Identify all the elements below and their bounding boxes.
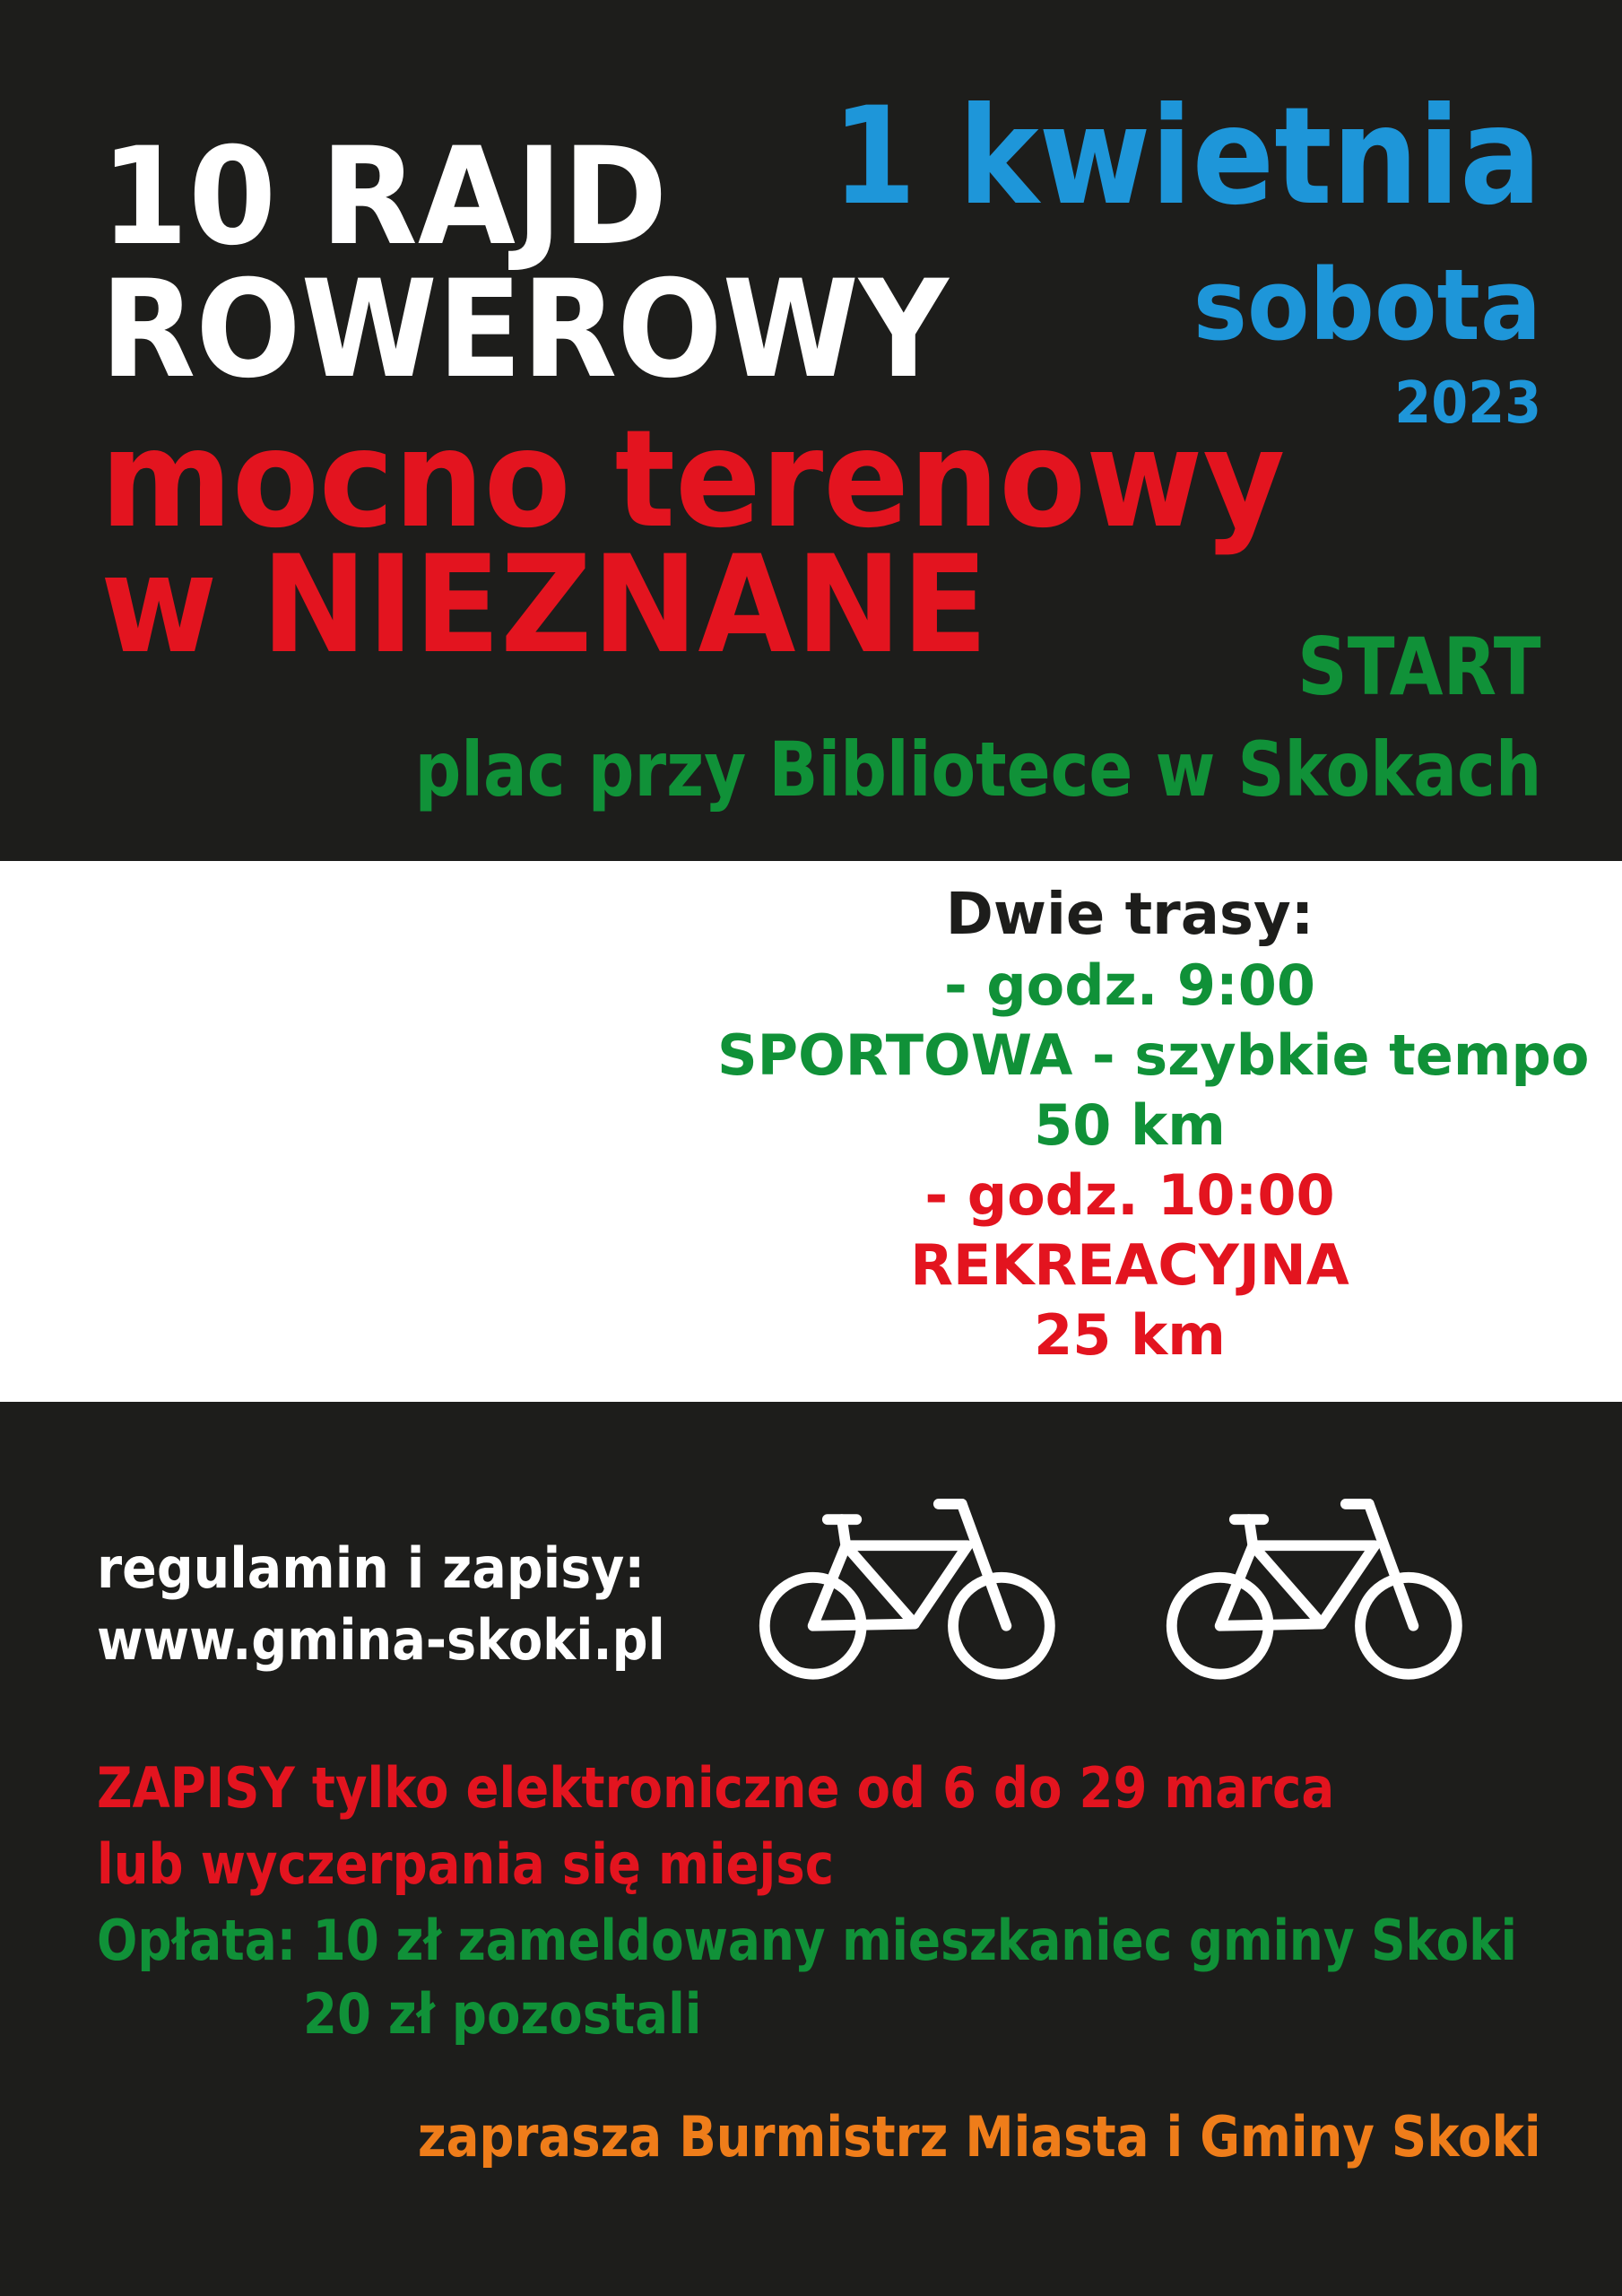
bicycle-icon <box>1162 1498 1471 1686</box>
routes-section <box>0 861 1622 1402</box>
header-section <box>0 0 1622 861</box>
start-place: plac przy Bibliotece w Skokach <box>414 726 1541 813</box>
recreation-route-distance: 25 km <box>1034 1302 1226 1368</box>
sport-route-distance: 50 km <box>1034 1092 1226 1158</box>
sport-route-name: SPORTOWA - szybkie tempo <box>717 1022 1590 1088</box>
routes-info <box>717 861 1590 1368</box>
title-line-1: 10 RAJD <box>100 119 668 275</box>
registration-notice-line-1: ZAPISY tylko elektroniczne od 6 do 29 marca <box>97 1755 1335 1821</box>
event-date: 1 kwietnia <box>831 79 1541 235</box>
fee-line-1: Opłata: 10 zł zameldowany mieszkaniec gminy Skoki <box>97 1908 1517 1973</box>
subtitle-line-2: w NIEZNANE <box>100 527 988 683</box>
recreation-route-name: REKREACYJNA <box>910 1232 1349 1298</box>
title-line-2: ROWEROWY <box>100 252 949 408</box>
event-weekday: sobota <box>1193 248 1541 362</box>
registration-notice-line-2: lub wyczerpania się miejsc <box>97 1831 835 1897</box>
event-year: 2023 <box>1394 370 1541 437</box>
start-label: START <box>1297 621 1541 713</box>
sport-route-time: - godz. 9:00 <box>943 952 1316 1018</box>
routes-heading: Dwie trasy: <box>945 882 1314 948</box>
invitation-text: zaprasza Burmistrz Miasta i Gminy Skoki <box>418 2104 1541 2170</box>
fee-line-2: 20 zł pozostali <box>303 1981 702 2047</box>
recreation-route-time: - godz. 10:00 <box>924 1162 1335 1228</box>
website-link[interactable]: www.gmina-skoki.pl <box>97 1607 665 1673</box>
bicycle-icon <box>755 1498 1064 1686</box>
subtitle-line-1: mocno terenowy <box>100 402 1286 558</box>
registration-label: regulamin i zapisy: <box>97 1535 646 1601</box>
